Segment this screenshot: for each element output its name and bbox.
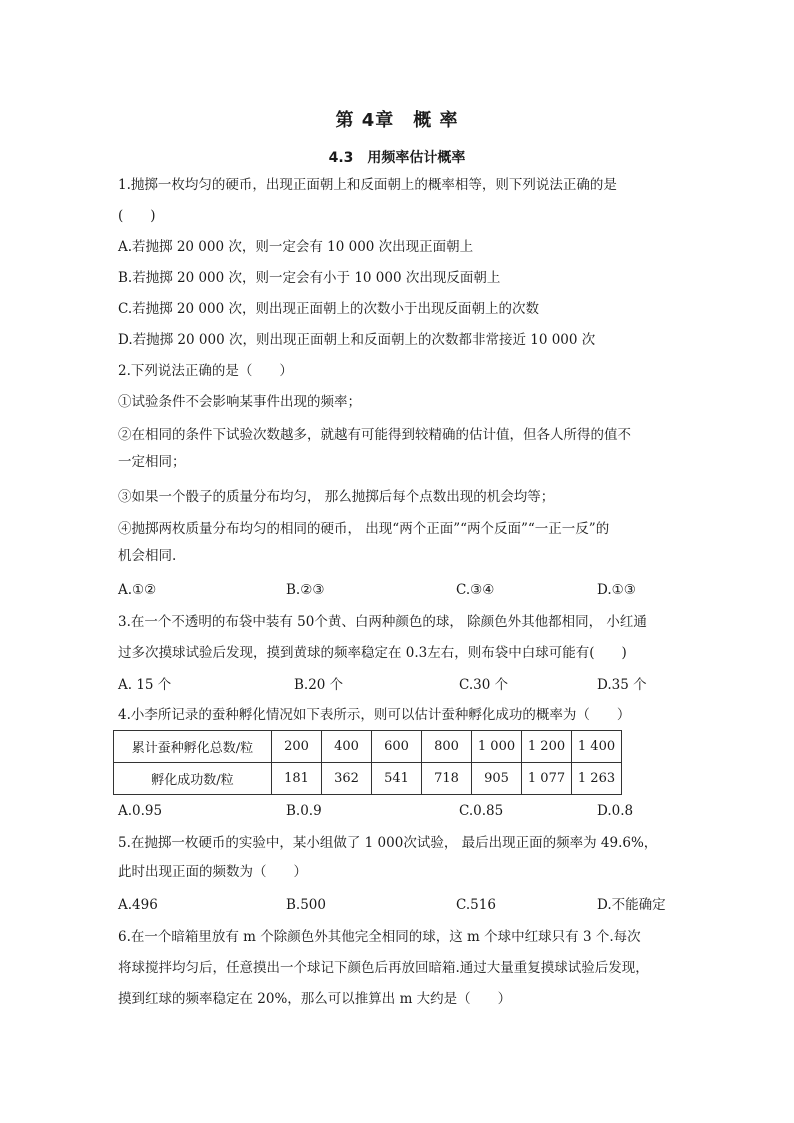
table-cell: 600 <box>372 731 422 763</box>
table-cell: 362 <box>322 763 372 795</box>
table-cell: 200 <box>272 731 322 763</box>
q6-line-2: 将球搅拌均匀后，任意摸出一个球记下颜色后再放回暗箱.通过大量重复摸球试验后发现， <box>118 960 649 976</box>
q2-stem: 2.下列说法正确的是（ ） <box>118 363 293 379</box>
q2-option-a: A.①② <box>118 582 157 598</box>
q1-stem: 1.抛掷一枚均匀的硬币，出现正面朝上和反面朝上的概率相等，则下列说法正确的是 <box>118 177 617 193</box>
table-row-label: 累计蚕种孵化总数/粒 <box>114 731 272 763</box>
table-cell: 1 000 <box>472 731 522 763</box>
q6-line-3: 摸到红球的频率稳定在 20%，那么可以推算出 m 大约是（ ） <box>118 991 512 1007</box>
table-row <box>114 763 622 795</box>
table-cell: 181 <box>272 763 322 795</box>
q3-line-1: 3.在一个不透明的布袋中装有 50个黄、白两种颜色的球， 除颜色外其他都相同， 小红通 <box>118 614 647 630</box>
q1-paren: ( ) <box>118 208 156 224</box>
q2-statement-4a: ④抛掷两枚质量分布均匀的相同的硬币， 出现“两个正面”“两个反面”“一正一反”的 <box>118 521 610 537</box>
q3-option-a: A. 15 个 <box>118 677 172 693</box>
q2-statement-3: ③如果一个骰子的质量分布均匀， 那么抛掷后每个点数出现的机会均等； <box>118 489 555 505</box>
q5-option-c: C.516 <box>456 897 496 913</box>
q3-option-c: C.30 个 <box>459 677 509 693</box>
table-cell: 1 263 <box>572 763 622 795</box>
q5-option-a: A.496 <box>118 897 158 913</box>
q2-statement-4b: 机会相同. <box>118 548 177 564</box>
table-cell: 400 <box>322 731 372 763</box>
q4-option-a: A.0.95 <box>118 803 163 819</box>
table-cell: 541 <box>372 763 422 795</box>
table-row <box>114 731 622 763</box>
q5-line-1: 5.在抛掷一枚硬币的实验中，某小组做了 1 000次试验， 最后出现正面的频率为 49.6%， <box>118 835 658 851</box>
section-title: 4.3 用频率估计概率 <box>328 150 466 166</box>
q2-statement-2b: 一定相同； <box>118 454 186 470</box>
chapter-title: 第 4章 概 率 <box>335 110 459 131</box>
q4-stem: 4.小李所记录的蚕种孵化情况如下表所示，则可以估计蚕种孵化成功的概率为（ ） <box>118 707 631 723</box>
q6-line-1: 6.在一个暗箱里放有 m 个除颜色外其他完全相同的球，这 m 个球中红球只有 3 个.每次 <box>118 929 641 945</box>
q1-option-c: C.若抛掷 20 000 次，则出现正面朝上的次数小于出现反面朝上的次数 <box>118 301 539 317</box>
table-cell: 1 200 <box>522 731 572 763</box>
q5-option-d: D.不能确定 <box>597 897 666 913</box>
table-cell: 1 400 <box>572 731 622 763</box>
q1-option-d: D.若抛掷 20 000 次，则出现正面朝上和反面朝上的次数都非常接近 10 000 次 <box>118 332 596 348</box>
table-cell: 800 <box>422 731 472 763</box>
q2-statement-2a: ②在相同的条件下试验次数越多，就越有可能得到较精确的估计值，但各人所得的值不 <box>118 427 631 443</box>
q1-option-b: B.若抛掷 20 000 次，则一定会有小于 10 000 次出现反面朝上 <box>118 270 501 286</box>
q5-option-b: B.500 <box>286 897 326 913</box>
q5-line-2: 此时出现正面的频数为（ ） <box>118 864 307 880</box>
q1-option-a: A.若抛掷 20 000 次，则一定会有 10 000 次出现正面朝上 <box>118 239 474 255</box>
q2-option-d: D.①③ <box>597 582 636 598</box>
q3-option-d: D.35 个 <box>597 677 647 693</box>
q3-line-2: 过多次摸球试验后发现，摸到黄球的频率稳定在 0.3左右，则布袋中白球可能有( ) <box>118 645 627 661</box>
q4-option-c: C.0.85 <box>459 803 504 819</box>
q4-option-d: D.0.8 <box>597 803 634 819</box>
q2-statement-1: ①试验条件不会影响某事件出现的频率； <box>118 394 361 410</box>
q2-option-c: C.③④ <box>456 582 495 598</box>
table-row-label: 孵化成功数/粒 <box>114 763 272 795</box>
table-cell: 1 077 <box>522 763 572 795</box>
table-cell: 905 <box>472 763 522 795</box>
hatching-table <box>113 730 622 795</box>
q2-option-b: B.②③ <box>286 582 325 598</box>
table-cell: 718 <box>422 763 472 795</box>
q3-option-b: B.20 个 <box>294 677 344 693</box>
q4-option-b: B.0.9 <box>286 803 322 819</box>
